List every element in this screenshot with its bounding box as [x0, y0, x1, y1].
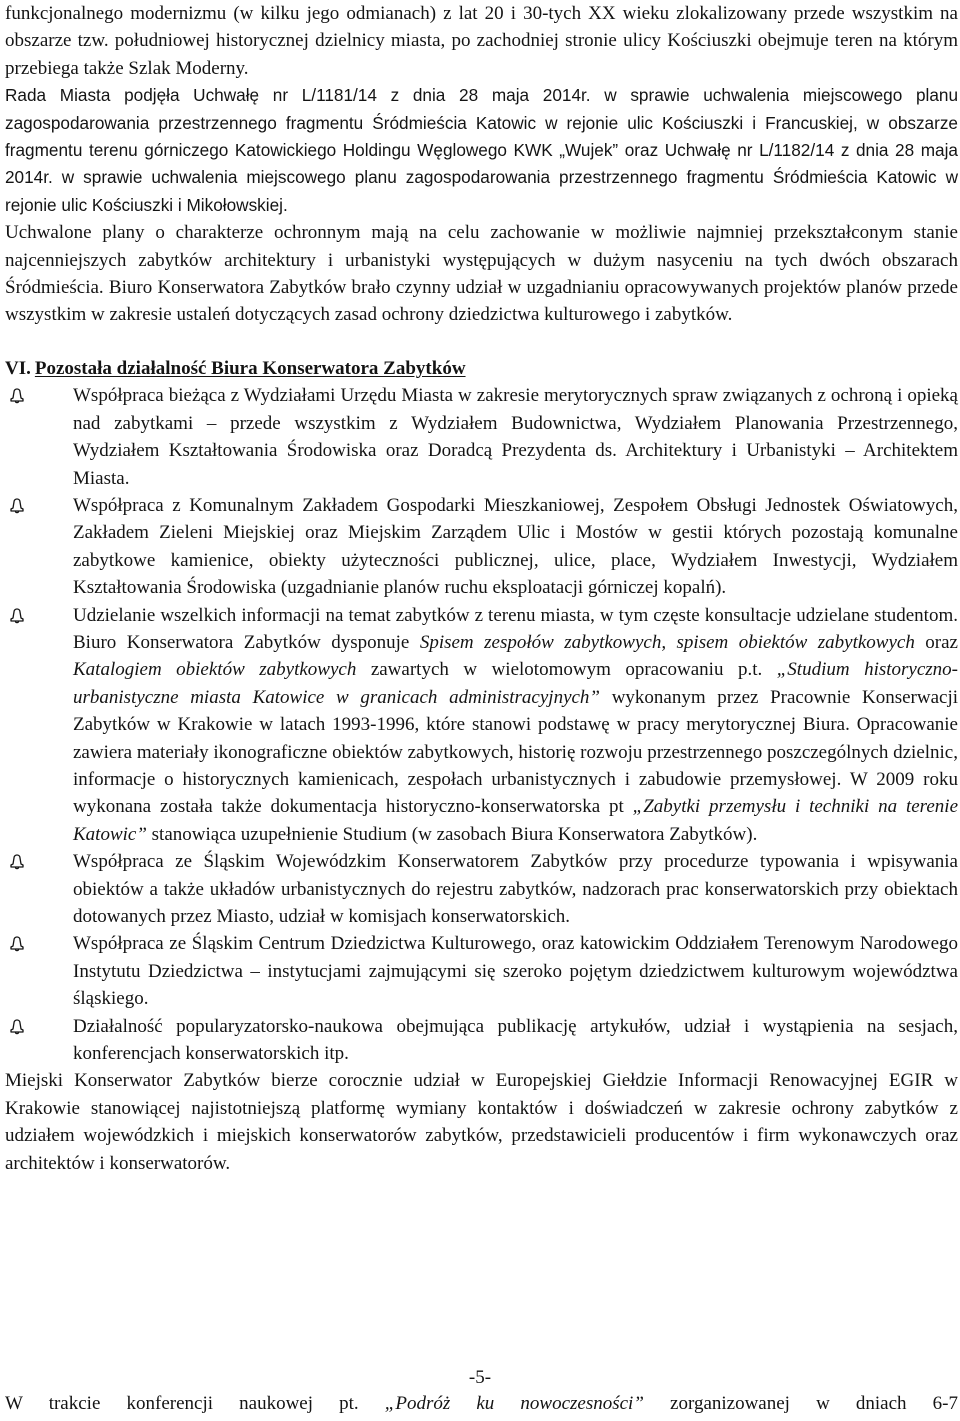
section-number: VI. — [5, 357, 31, 379]
paragraph-protective-plans: Uchwalone plany o charakterze ochronnym mają na celu zachowanie w możliwie najmniej przekształconym stanie najcenniejszych zabytków architektury i urbanistyki występujących w dużym nasyceniu na tych dwóch obszarach Śródmieścia. Biuro Konserwatora Zabytków brało czynny udział w uzgadnianiu opracowywanych projektów planów przede wszystkim w zakresie ustaleń dotyczących zasad ochrony dziedzictwa kulturowego i zabytków. — [5, 222, 958, 326]
list-item-italic: Katalogiem obiektów zabytkowych — [73, 659, 357, 681]
document-page — [5, 0, 958, 1177]
list-item-text: Współpraca bieżąca z Wydziałami Urzędu Miasta w zakresie merytorycznych spraw związanych z ochroną i opieką nad zabytkami – przede wszystkim z Wydziałem Budownictwa, Wydziałem Planowania Przestrzennego, Wydziałem Kształtowania Środowiska oraz Doradcą Prezydenta ds. Architektury i Urbanistyki – Architektem Miasta. — [73, 385, 958, 489]
paragraph-egir-fair: Miejski Konserwator Zabytków bierze corocznie udział w Europejskiej Giełdzie Informacji Renowacyjnej EGIR w Krakowie stanowiącej najistotniejszą platformę wymiany kontaktów i doświadczeń w zakresie ochrony zabytków z udziałem wojewódzkich i miejskich konserwatorów zabytków, przedstawicieli producentów i firm wykonawczych oraz architektów i konserwatorów. — [5, 1070, 958, 1174]
activities-list — [5, 382, 958, 1067]
section-title: Pozostała działalność Biura Konserwatora Zabytków — [34, 357, 466, 379]
list-item — [5, 492, 958, 602]
list-item-text: Współpraca ze Śląskim Wojewódzkim Konserwatorem Zabytków przy procedurze typowania i wpisywania obiektów a także układów urbanistycznych do rejestru zabytków, nadzorach prac konserwatorskich przy obiektach dotowanych przez Miasto, udział w komisjach konserwatorskich. — [73, 851, 958, 927]
section-heading — [5, 355, 958, 382]
list-item-text: Współpraca ze Śląskim Centrum Dziedzictwa Kulturowego, oraz katowickim Oddziałem Terenowym Narodowego Instytutu Dziedzictwa – instytucjami zajmującymi się szeroko pojętym dziedzictwem kulturowym województwa śląskiego. — [73, 933, 958, 1010]
bell-bullet-icon — [7, 498, 27, 514]
list-item-text: Współpraca z Komunalnym Zakładem Gospodarki Mieszkaniowej, Zespołem Obsługi Jednostek Oświatowych, Zakładem Zieleni Miejskiej oraz Miejskim Zarządem Ulic i Mostów w gestii których pozostają komunalne zabytkowe kamienice, obiekty użyteczności publicznej, ulice, place, Wydziałem Inwestycji, Wydziałem Kształtowania Środowiska (uzgadnianie planów ruchu eksploatacji górniczej kopalń). — [73, 494, 958, 599]
list-item-text: Działalność popularyzatorsko-naukowa obejmująca publikację artykułów, udział i wystąpienia na sesjach, konferencjach konserwatorskich itp. — [73, 1015, 958, 1065]
list-item-text: zawartych w wielotomowym opracowaniu p.t. — [356, 659, 777, 681]
list-item-text: oraz — [914, 631, 958, 653]
list-item-italic: Spisem zespołów zabytkowych, spisem obiektów zabytkowych — [419, 631, 915, 653]
bell-bullet-icon — [7, 388, 27, 404]
list-item — [5, 602, 958, 849]
list-item-text: Udzielanie wszelkich informacji na temat zabytków z terenu miasta, w tym częste konsultacje udzielane studentom. Biuro Konserwatora Zabytków dysponuje — [73, 604, 958, 653]
list-item-italic: „Zabytki przemysłu i techniki na terenie Katowic” — [73, 796, 958, 845]
bell-bullet-icon — [7, 854, 27, 870]
bell-bullet-icon — [7, 936, 27, 952]
conference-text: zorganizowanej w dniach 6-7 — [643, 1393, 958, 1414]
conference-title-italic: „Podróż ku nowoczesności” — [384, 1393, 644, 1414]
bell-bullet-icon — [7, 608, 27, 624]
bell-bullet-icon — [7, 1019, 27, 1035]
list-item-italic: „Studium historyczno-urbanistyczne miasta Katowice w granicach administracyjnych” — [73, 659, 959, 708]
list-item-text: stanowiąca uzupełnienie Studium (w zasobach Biura Konserwatora Zabytków). — [146, 823, 758, 845]
conference-text: W trakcie konferencji naukowej pt. — [5, 1393, 385, 1414]
list-item — [5, 382, 958, 492]
paragraph-modernism: funkcjonalnego modernizmu (w kilku jego odmianach) z lat 20 i 30-tych XX wieku zlokalizowany przede wszystkim na obszarze tzw. południowej historycznej dzielnicy miasta, po zachodniej stronie ulicy Kościuszki obejmuje teren na którym przebiega także Szlak Moderny. — [5, 3, 958, 79]
page-number: -5- — [468, 1367, 492, 1388]
list-item — [5, 930, 958, 1012]
list-item — [5, 1013, 958, 1068]
paragraph-city-council-resolutions: Rada Miasta podjęła Uchwałę nr L/1181/14 z dnia 28 maja 2014r. w sprawie uchwalenia miejscowego planu zagospodarowania przestrzennego fragmentu Śródmieścia Katowic w rejonie ulic Kościuszki i Francuskiej, w obszarze fragmentu terenu górniczego Katowickiego Holdingu Węglowego KWK „Wujek” oraz Uchwałę nr L/1182/14 z dnia 28 maja 2014r. w sprawie uchwalenia miejscowego planu zagospodarowania przestrzennego fragmentu Śródmieścia Katowic w rejonie ulic Kościuszki i Mikołowskiej. — [5, 85, 958, 215]
paragraph-conference-start — [5, 1390, 958, 1417]
list-item — [5, 848, 958, 930]
list-item-text: wykonanym przez Pracownie Konserwacji Zabytków w Krakowie w latach 1993-1996, które stanowi podstawę w pracy merytorycznej Biura. Opracowanie zawiera materiały ikonograficzne obiektów zabytkowych, historię rozwoju przestrzennego poszczególnych dzielnic, informacje o historycznych kamienicach, zespołach urbanistycznych i zabudowie przemysłowej. W 2009 roku wykonana została także dokumentacja historyczno-konserwatorska pt — [73, 686, 958, 818]
